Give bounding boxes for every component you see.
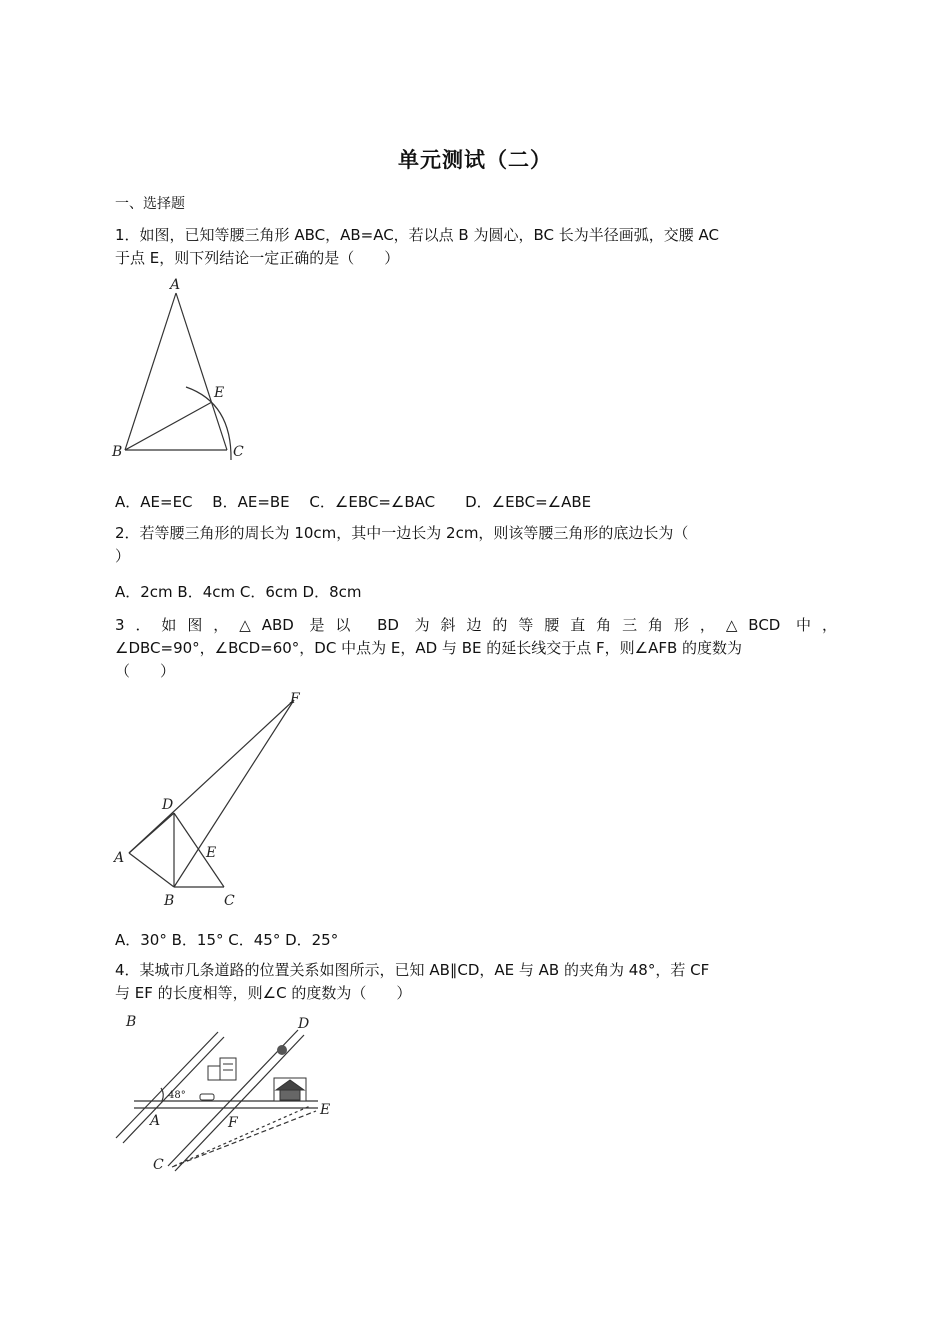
- segment-af: [129, 700, 294, 853]
- building-icon: [208, 1058, 236, 1080]
- label-b: B: [112, 444, 123, 460]
- label-e: E: [320, 1102, 331, 1118]
- figure-1-triangle: [110, 275, 260, 465]
- road-cd-edge-2: [175, 1035, 304, 1171]
- label-c: C: [153, 1157, 164, 1173]
- question-3-line-1: 3．如图，△ABD 是以 BD 为斜边的等腰直角三角形，△BCD 中，: [115, 616, 837, 634]
- question-3-options: A．30° B．15° C．45° D．25°: [115, 931, 339, 949]
- segment-bf: [174, 700, 294, 887]
- question-1-options: A．AE=EC B．AE=BE C．∠EBC=∠BAC D．∠EBC=∠ABE: [115, 493, 592, 511]
- question-3-line-2: ∠DBC=90°，∠BCD=60°，DC 中点为 E，AD 与 BE 的延长线交于点 F，则∠AFB 的度数为: [115, 639, 743, 657]
- label-c: C: [233, 444, 244, 460]
- label-d: D: [298, 1016, 310, 1032]
- label-a: A: [150, 1113, 161, 1129]
- question-2-line-1: 2．若等腰三角形的周长为 10cm，其中一边长为 2cm，则该等腰三角形的底边长为（: [115, 524, 689, 542]
- label-c: C: [224, 893, 235, 909]
- label-e: E: [206, 845, 217, 861]
- question-3-line-3: （ ）: [115, 662, 176, 680]
- question-2-line-2: ）: [115, 547, 131, 565]
- segment-ab: [129, 853, 174, 887]
- question-1: [115, 224, 837, 270]
- question-2-options: A．2cm B．4cm C．6cm D．8cm: [115, 583, 362, 601]
- arc: [186, 387, 231, 460]
- label-f: F: [228, 1115, 238, 1131]
- house-icon: [274, 1078, 306, 1101]
- label-e: E: [214, 385, 225, 401]
- label-d: D: [162, 797, 174, 813]
- angle-label: 48°: [168, 1090, 186, 1101]
- label-f: F: [290, 691, 300, 707]
- question-4-line-2: 与 EF 的长度相等，则∠C 的度数为（ ）: [115, 984, 412, 1002]
- label-a: A: [170, 277, 181, 293]
- page-title: 单元测试（二）: [398, 148, 552, 172]
- tree-icon: [277, 1045, 287, 1055]
- label-a: A: [114, 850, 125, 866]
- question-1-line-2: 于点 E，则下列结论一定正确的是（ ）: [115, 249, 400, 267]
- question-3: [115, 614, 837, 683]
- figure-4-road-map: [110, 1010, 340, 1175]
- label-b: B: [126, 1014, 137, 1030]
- question-1-line-1: 1．如图，已知等腰三角形 ABC，AB=AC，若以点 B 为圆心，BC 长为半径画弧，交腰 AC: [115, 226, 720, 244]
- road-ab-edge-1: [116, 1032, 218, 1138]
- car-icon: [200, 1094, 214, 1100]
- road-ce-dashed-2: [174, 1106, 310, 1166]
- segment-ad: [129, 813, 174, 853]
- section-heading: 一、选择题: [115, 196, 185, 212]
- label-b: B: [164, 893, 175, 909]
- segment-ac: [176, 293, 227, 450]
- question-2: [115, 522, 837, 568]
- question-4: [115, 959, 837, 1005]
- figure-3-triangles: [108, 688, 313, 913]
- question-4-line-1: 4．某城市几条道路的位置关系如图所示，已知 AB∥CD，AE 与 AB 的夹角为 48°，若 CF: [115, 961, 710, 979]
